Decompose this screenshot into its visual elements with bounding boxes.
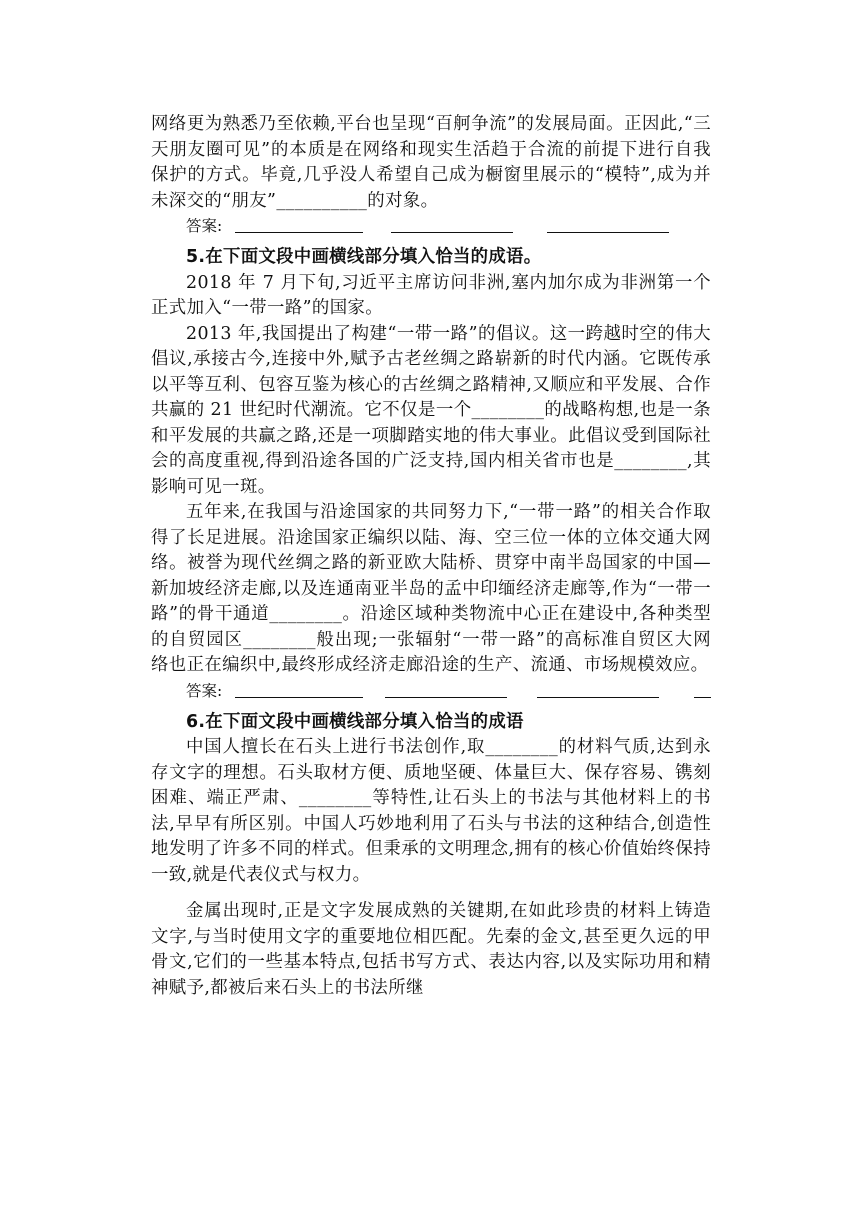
answer-label: 答案: <box>186 681 223 700</box>
answer-blank-4[interactable] <box>694 697 711 698</box>
section6-paragraph-2: 金属出现时,正是文字发展成熟的关键期,在如此珍贵的材料上铸造文字,与当时使用文字的重要地位相匹配。先秦的金文,甚至更久远的甲骨文,它们的一些基本特点,包括书写方式、表达内容,以及实际功用和精神赋予,都被后来石头上的书法所继 <box>151 901 711 998</box>
answer-blank-1[interactable] <box>235 232 363 233</box>
document-page <box>151 112 711 1001</box>
question-5-heading: 5.在下面文段中画横线部分填入恰当的成语。 <box>186 247 542 267</box>
answer-blank-2[interactable] <box>391 232 513 233</box>
section4-paragraph-tail: 网络更为熟悉乃至依赖,平台也呈现“百舸争流”的发展局面。正因此,“三天朋友圈可见”的本质是在网络和现实生活趋于合流的前提下进行自我保护的方式。毕竟,几乎没人希望自己成为橱窗里展示的“模特”,成为并未深交的“朋友”__________的对象。 <box>151 114 711 211</box>
question-6-heading: 6.在下面文段中画横线部分填入恰当的成语 <box>186 711 524 732</box>
answer-blank-2[interactable] <box>385 697 507 698</box>
section5-paragraph-2: 2013 年,我国提出了构建“一带一路”的倡议。这一跨越时空的伟大倡议,承接古今,连接中外,赋予古老丝绸之路崭新的时代内涵。它既传承以平等互利、包容互鉴为核心的古丝绸之路精神,又顺应和平发展、合作共赢的 21 世纪时代潮流。它不仅是一个________的战略构想,也是一条和平发展的共赢之路,还是一项脚踏实地的伟大事业。此倡议受到国际社会的高度重视,得到沿途各国的广泛支持,国内相关省市也是________,其影响可见一斑。 <box>151 323 711 497</box>
section6-paragraph-1: 中国人擅长在石头上进行书法创作,取________的材料气质,达到永存文字的理想。石头取材方便、质地坚硬、体量巨大、保存容易、镌刻困难、端正严肃、________等特性,让石头上的书法与其他材料上的书法,早早有所区别。中国人巧妙地利用了石头与书法的这种结合,创造性地发明了许多不同的样式。但秉承的文明理念,拥有的核心价值始终保持一致,就是代表仪式与权力。 <box>151 737 711 885</box>
section5-paragraph-3: 五年来,在我国与沿途国家的共同努力下,“一带一路”的相关合作取得了长足进展。沿途国家正编织以陆、海、空三位一体的立体交通大网络。被誉为现代丝绸之路的新亚欧大陆桥、贯穿中南半岛国家的中国—新加坡经济走廊,以及连通南亚半岛的孟中印缅经济走廊等,作为“一带一路”的骨干通道________。沿途区域种类物流中心正在建设中,各种类型的自贸园区________般出现;一张辐射“一带一路”的高标准自贸区大网络也正在编织中,最终形成经济走廊沿途的生产、流通、市场规模效应。 <box>151 502 711 675</box>
section5-paragraph-1: 2018 年 7 月下旬,习近平主席访问非洲,塞内加尔成为非洲第一个正式加入“一带一路”的国家。 <box>151 272 711 318</box>
answer-label: 答案: <box>186 217 223 235</box>
section5-answer-row <box>151 679 711 704</box>
answer-blank-1[interactable] <box>235 697 363 698</box>
section4-answer-row <box>151 214 711 239</box>
answer-blank-3[interactable] <box>537 697 659 698</box>
answer-blank-3[interactable] <box>547 232 669 233</box>
